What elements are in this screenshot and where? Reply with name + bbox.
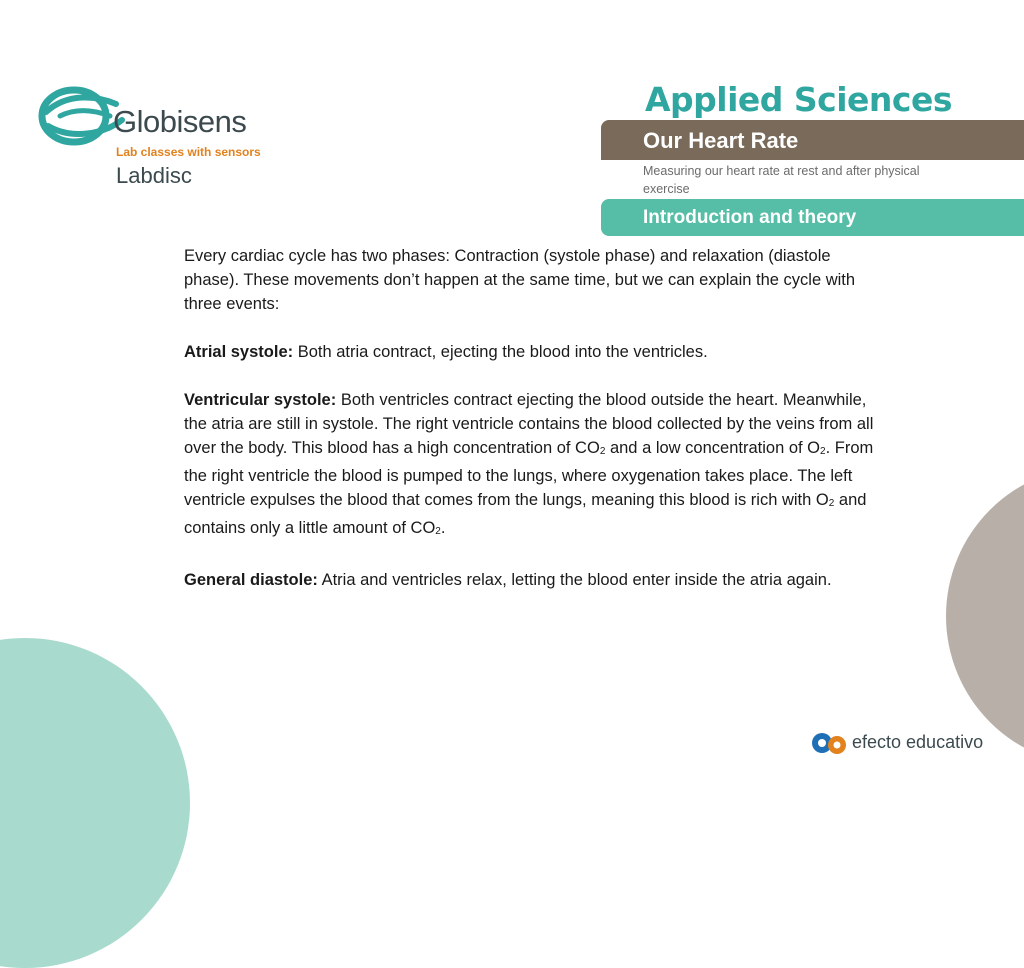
intro-paragraph: Every cardiac cycle has two phases: Contraction (systole phase) and relaxation (diastole phase). These movements don’t happen at the same time, but we can explain the cycle with three events: <box>184 247 856 313</box>
logo-tagline: Lab classes with sensors <box>116 145 261 159</box>
atrial-systole-text: Both atria contract, ejecting the blood into the ventricles. <box>293 343 708 361</box>
footer-logo-text: efecto educativo <box>852 732 984 752</box>
atrial-systole-paragraph <box>184 340 874 364</box>
ventricular-text-3: . From the right ventricle the blood is pumped to the lungs, where oxygenation takes place. The left ventricle expulses the blood that comes from the lungs, meaning this blood is rich with O <box>184 439 874 509</box>
general-diastole-text: Atria and ventricles relax, letting the blood enter inside the atria again. <box>317 571 832 589</box>
subscript-2: 2 <box>435 526 441 537</box>
general-diastole-paragraph <box>184 568 874 592</box>
subscript-2: 2 <box>599 446 606 457</box>
page-subtitle: Measuring our heart rate at rest and after physical exercise <box>643 164 920 196</box>
subscript-2: 2 <box>820 446 826 457</box>
page-title: Our Heart Rate <box>643 128 799 153</box>
labdisc-logo: Labdisc <box>116 163 192 188</box>
brand-title: Applied Sciences <box>645 80 952 119</box>
section-band <box>601 199 1024 236</box>
ventricular-text-2: and a low concentration of O <box>605 439 821 457</box>
content-body <box>184 244 874 616</box>
logo-name: Globisens <box>113 104 247 139</box>
ventricular-text-1: Both ventricles contract ejecting the blood outside the heart. Meanwhile, the atria are still in systole. The right ventricle contains the blood collected by the veins from all over the body. This blood has a high concentration of CO <box>184 391 874 457</box>
globisens-logo <box>38 82 278 192</box>
ventricular-systole-paragraph <box>184 388 874 544</box>
general-diastole-label: General diastole: <box>184 571 318 589</box>
ee-logo-icon <box>810 728 850 758</box>
efecto-educativo-logo <box>810 728 1010 760</box>
decorative-taupe-circle <box>946 466 1024 766</box>
section-title: Introduction and theory <box>643 207 857 228</box>
atrial-systole-label: Atrial systole: <box>184 343 294 361</box>
decorative-teal-circle <box>0 638 190 968</box>
subscript-2: 2 <box>828 498 835 509</box>
title-band <box>601 120 1024 160</box>
ventricular-text-5: . <box>440 519 446 537</box>
ventricular-text-4: and contains only a little amount of CO <box>184 491 867 537</box>
ventricular-systole-label: Ventricular systole: <box>184 391 337 409</box>
